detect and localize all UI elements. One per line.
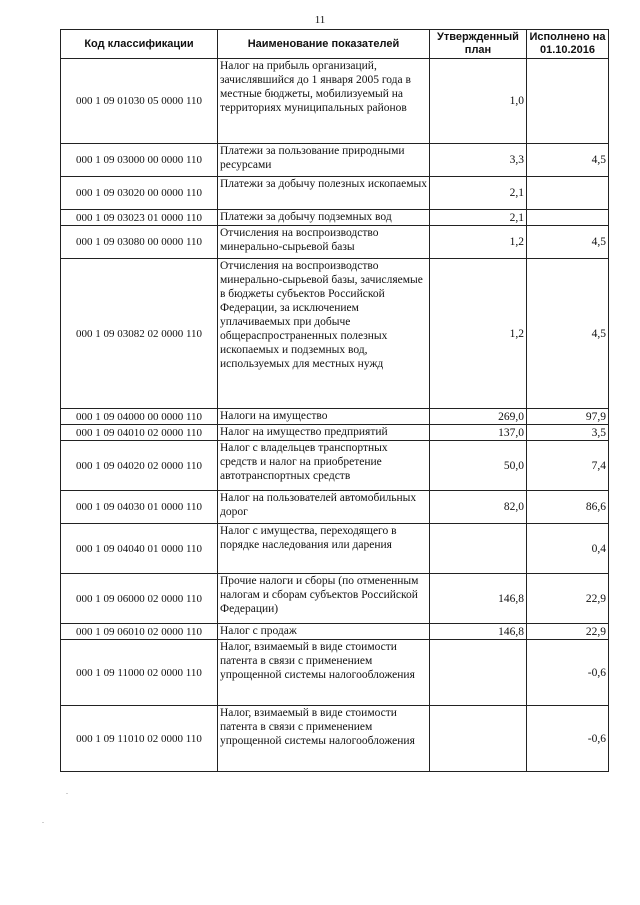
row-name: Налог на прибыль организаций, зачислявшийся до 1 января 2005 года в местные бюджеты, мобилизуемый на территориях муниципальных районов bbox=[218, 59, 430, 144]
row-code: 000 1 09 01030 05 0000 110 bbox=[61, 59, 218, 144]
row-plan: 146,8 bbox=[430, 574, 527, 624]
scan-speck bbox=[42, 822, 44, 823]
row-code: 000 1 09 04000 00 0000 110 bbox=[61, 409, 218, 425]
table-row bbox=[61, 706, 609, 772]
header-plan: Утвержденный план bbox=[430, 30, 527, 59]
row-name: Платежи за добычу подземных вод bbox=[218, 210, 430, 226]
table-row bbox=[61, 59, 609, 144]
row-plan: 269,0 bbox=[430, 409, 527, 425]
scan-speck bbox=[66, 793, 68, 794]
table-header-row bbox=[61, 30, 609, 59]
row-plan bbox=[430, 706, 527, 772]
table-row bbox=[61, 425, 609, 441]
row-plan: 1,2 bbox=[430, 259, 527, 409]
row-actual: 4,5 bbox=[527, 226, 609, 259]
table-row bbox=[61, 259, 609, 409]
row-actual: 3,5 bbox=[527, 425, 609, 441]
row-code: 000 1 09 03080 00 0000 110 bbox=[61, 226, 218, 259]
row-code: 000 1 09 04030 01 0000 110 bbox=[61, 491, 218, 524]
row-plan: 2,1 bbox=[430, 177, 527, 210]
table-row bbox=[61, 574, 609, 624]
table-row bbox=[61, 491, 609, 524]
row-name: Налог с владельцев транспортных средств и налог на приобретение автотранспортных средств bbox=[218, 441, 430, 491]
row-plan: 137,0 bbox=[430, 425, 527, 441]
row-code: 000 1 09 11010 02 0000 110 bbox=[61, 706, 218, 772]
row-name: Налог, взимаемый в виде стоимости патента в связи с применением упрощенной системы налогообложения bbox=[218, 706, 430, 772]
row-actual bbox=[527, 59, 609, 144]
row-code: 000 1 09 06010 02 0000 110 bbox=[61, 624, 218, 640]
row-code: 000 1 09 06000 02 0000 110 bbox=[61, 574, 218, 624]
table-row bbox=[61, 177, 609, 210]
header-code: Код классификации bbox=[61, 30, 218, 59]
row-actual bbox=[527, 177, 609, 210]
row-code: 000 1 09 04010 02 0000 110 bbox=[61, 425, 218, 441]
row-name: Налог на пользователей автомобильных дорог bbox=[218, 491, 430, 524]
table-row bbox=[61, 441, 609, 491]
row-code: 000 1 09 03082 02 0000 110 bbox=[61, 259, 218, 409]
row-actual: -0,6 bbox=[527, 640, 609, 706]
row-code: 000 1 09 03023 01 0000 110 bbox=[61, 210, 218, 226]
row-plan bbox=[430, 640, 527, 706]
row-actual: 22,9 bbox=[527, 574, 609, 624]
revenue-table bbox=[60, 29, 609, 772]
row-plan: 2,1 bbox=[430, 210, 527, 226]
row-plan: 146,8 bbox=[430, 624, 527, 640]
table-row bbox=[61, 210, 609, 226]
row-actual: -0,6 bbox=[527, 706, 609, 772]
header-actual: Исполнено на 01.10.2016 bbox=[527, 30, 609, 59]
row-name: Платежи за пользование природными ресурсами bbox=[218, 144, 430, 177]
row-name: Налог с имущества, переходящего в порядке наследования или дарения bbox=[218, 524, 430, 574]
table-row bbox=[61, 226, 609, 259]
row-name: Платежи за добычу полезных ископаемых bbox=[218, 177, 430, 210]
row-name: Налог, взимаемый в виде стоимости патента в связи с применением упрощенной системы налогообложения bbox=[218, 640, 430, 706]
row-name: Отчисления на воспроизводство минерально-сырьевой базы bbox=[218, 226, 430, 259]
row-actual: 4,5 bbox=[527, 259, 609, 409]
row-code: 000 1 09 03020 00 0000 110 bbox=[61, 177, 218, 210]
row-plan bbox=[430, 524, 527, 574]
row-name: Прочие налоги и сборы (по отмененным налогам и сборам субъектов Российской Федерации) bbox=[218, 574, 430, 624]
header-name: Наименование показателей bbox=[218, 30, 430, 59]
row-actual: 22,9 bbox=[527, 624, 609, 640]
row-code: 000 1 09 04020 02 0000 110 bbox=[61, 441, 218, 491]
row-actual: 0,4 bbox=[527, 524, 609, 574]
table-row bbox=[61, 524, 609, 574]
table-row bbox=[61, 624, 609, 640]
row-plan: 50,0 bbox=[430, 441, 527, 491]
row-code: 000 1 09 04040 01 0000 110 bbox=[61, 524, 218, 574]
table-row bbox=[61, 640, 609, 706]
row-plan: 1,2 bbox=[430, 226, 527, 259]
row-actual: 86,6 bbox=[527, 491, 609, 524]
row-actual: 7,4 bbox=[527, 441, 609, 491]
row-actual bbox=[527, 210, 609, 226]
row-actual: 4,5 bbox=[527, 144, 609, 177]
row-name: Налог с продаж bbox=[218, 624, 430, 640]
table-row bbox=[61, 409, 609, 425]
page-number: 11 bbox=[314, 14, 326, 26]
table-row bbox=[61, 144, 609, 177]
row-name: Налоги на имущество bbox=[218, 409, 430, 425]
row-name: Отчисления на воспроизводство минерально-сырьевой базы, зачисляемые в бюджеты субъектов Российской Федерации, за исключением уплачиваемых при добыче общераспространенных полезных ископаемых и подземных вод, используемых для местных нужд bbox=[218, 259, 430, 409]
row-name: Налог на имущество предприятий bbox=[218, 425, 430, 441]
row-plan: 3,3 bbox=[430, 144, 527, 177]
row-plan: 1,0 bbox=[430, 59, 527, 144]
row-code: 000 1 09 11000 02 0000 110 bbox=[61, 640, 218, 706]
row-code: 000 1 09 03000 00 0000 110 bbox=[61, 144, 218, 177]
row-actual: 97,9 bbox=[527, 409, 609, 425]
row-plan: 82,0 bbox=[430, 491, 527, 524]
